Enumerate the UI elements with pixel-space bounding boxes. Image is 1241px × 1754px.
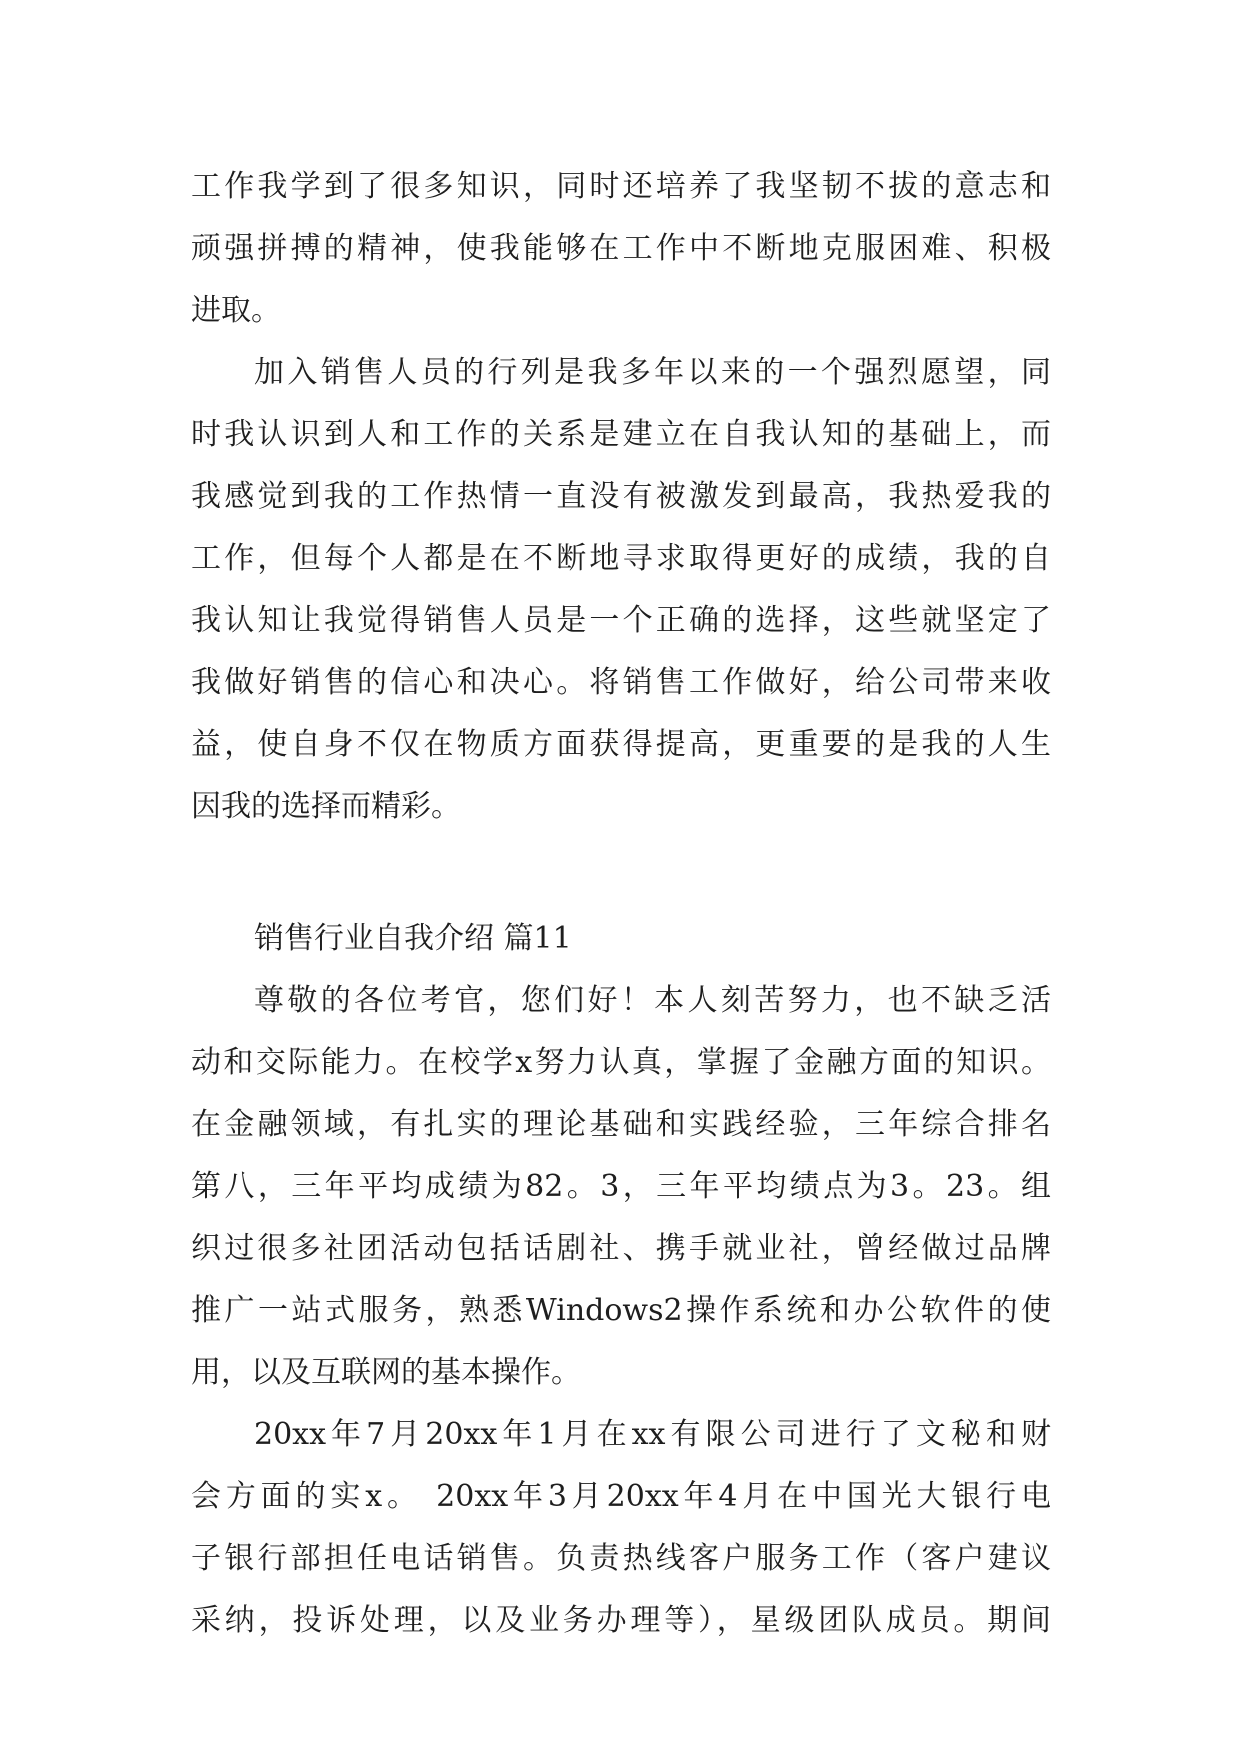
section-heading: 销售行业自我介绍 篇11 bbox=[254, 921, 572, 956]
document-body bbox=[191, 156, 1051, 1652]
text-line: 进取。 bbox=[191, 293, 281, 328]
text-line: 我认知让我觉得销售人员是一个正确的选择，这些就坚定了 bbox=[191, 603, 1051, 638]
text-line: 我感觉到我的工作热情一直没有被激发到最高，我热爱我的 bbox=[191, 479, 1051, 514]
text-line: 会方面的实x。 20xx年3月20xx年4月在中国光大银行电 bbox=[191, 1479, 1051, 1514]
text-line: 益，使自身不仅在物质方面获得提高，更重要的是我的人生 bbox=[191, 727, 1051, 762]
paragraph-2 bbox=[191, 342, 1051, 838]
paragraph-1 bbox=[191, 156, 1051, 342]
text-line: 因我的选择而精彩。 bbox=[191, 789, 461, 824]
text-line: 尊敬的各位考官，您们好！本人刻苦努力，也不缺乏活 bbox=[254, 983, 1051, 1018]
paragraph-4 bbox=[191, 1404, 1051, 1652]
text-line: 在金融领域，有扎实的理论基础和实践经验，三年综合排名 bbox=[191, 1107, 1051, 1142]
text-line: 推广一站式服务，熟悉Windows2操作系统和办公软件的使 bbox=[191, 1293, 1051, 1328]
text-line: 动和交际能力。在校学x努力认真，掌握了金融方面的知识。 bbox=[191, 1045, 1051, 1080]
text-line: 第八，三年平均成绩为82。3，三年平均绩点为3。23。组 bbox=[191, 1169, 1051, 1204]
text-line: 用，以及互联网的基本操作。 bbox=[191, 1355, 581, 1390]
text-line: 时我认识到人和工作的关系是建立在自我认知的基础上，而 bbox=[191, 417, 1051, 452]
text-line: 工作我学到了很多知识，同时还培养了我坚韧不拔的意志和 bbox=[191, 169, 1051, 204]
text-line: 工作，但每个人都是在不断地寻求取得更好的成绩，我的自 bbox=[191, 541, 1051, 576]
section-spacer bbox=[191, 838, 1051, 908]
text-line: 织过很多社团活动包括话剧社、携手就业社，曾经做过品牌 bbox=[191, 1231, 1051, 1266]
text-line: 子银行部担任电话销售。负责热线客户服务工作（客户建议 bbox=[191, 1541, 1051, 1576]
paragraph-3 bbox=[191, 970, 1051, 1404]
text-line: 加入销售人员的行列是我多年以来的一个强烈愿望，同 bbox=[254, 355, 1051, 390]
text-line: 顽强拼搏的精神，使我能够在工作中不断地克服困难、积极 bbox=[191, 231, 1051, 266]
text-line: 20xx年7月20xx年1月在xx有限公司进行了文秘和财 bbox=[254, 1417, 1051, 1452]
text-line: 我做好销售的信心和决心。将销售工作做好，给公司带来收 bbox=[191, 665, 1051, 700]
text-line: 采纳，投诉处理，以及业务办理等），星级团队成员。期间 bbox=[191, 1603, 1051, 1638]
